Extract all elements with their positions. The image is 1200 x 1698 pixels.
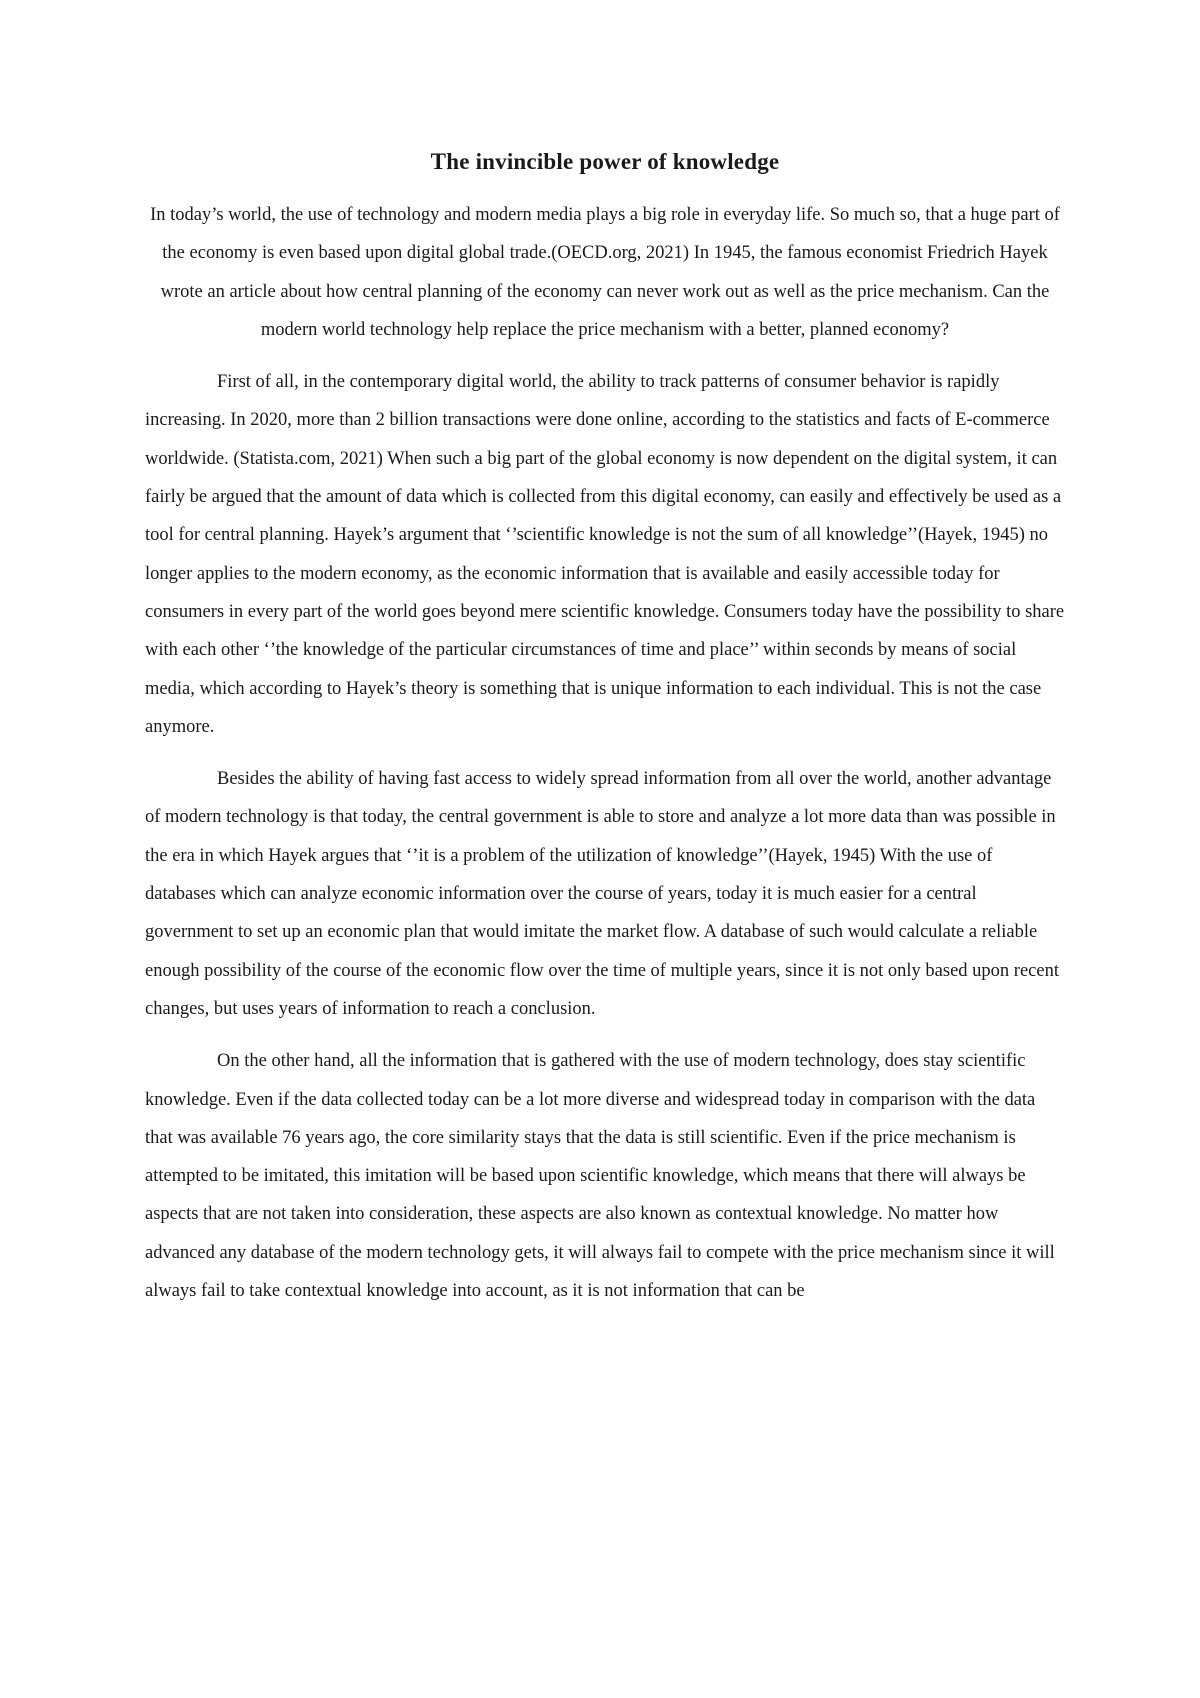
body-paragraph-2: Besides the ability of having fast access to widely spread information from all over the world, another advantage of modern technology is that today, the central government is able to store and analyze a lot more data than was possible in the era in which Hayek argues that ‘’it is a problem of the utilization of knowledge’’(Hayek, 1945) With the use of databases which can analyze economic information over the course of years, today it is much easier for a central government to set up an economic plan that would imitate the market flow. A database of such would calculate a reliable enough possibility of the course of the economic flow over the time of multiple years, since it is not only based upon recent changes, but uses years of information to reach a conclusion.: [145, 769, 1059, 1019]
document-body: [145, 142, 1065, 1324]
body-paragraph-1: First of all, in the contemporary digital world, the ability to track patterns of consumer behavior is rapidly increasing. In 2020, more than 2 billion transactions were done online, according to the statistics and facts of E-commerce worldwide. (Statista.com, 2021) When such a big part of the global economy is now dependent on the digital system, it can fairly be argued that the amount of data which is collected from this digital economy, can easily and effectively be used as a tool for central planning. Hayek’s argument that ‘’scientific knowledge is not the sum of all knowledge’’(Hayek, 1945) no longer applies to the modern economy, as the economic information that is available and easily accessible today for consumers in every part of the world goes beyond mere scientific knowledge. Consumers today have the possibility to share with each other ‘’the knowledge of the particular circumstances of time and place’’ within seconds by means of social media, which according to Hayek’s theory is something that is unique information to each individual. This is not the case anymore.: [145, 372, 1065, 737]
document-title: The invincible power of knowledge: [430, 149, 780, 174]
body-paragraph-3: On the other hand, all the information that is gathered with the use of modern technology, does stay scientific knowledge. Even if the data collected today can be a lot more diverse and widespread today in comparison with the data that was available 76 years ago, the core similarity stays that the data is still scientific. Even if the price mechanism is attempted to be imitated, this imitation will be based upon scientific knowledge, which means that there will always be aspects that are not taken into consideration, these aspects are also known as contextual knowledge. No matter how advanced any database of the modern technology gets, it will always fail to compete with the price mechanism since it will always fail to take contextual knowledge into account, as it is not information that can be: [145, 1051, 1055, 1302]
intro-paragraph: In today’s world, the use of technology and modern media plays a big role in everyday life. So much so, that a huge part of the economy is even based upon digital global trade.(OECD.org, 2021) In 1945, the famous economist Friedrich Hayek wrote an article about how central planning of the economy can never work out as well as the price mechanism. Can the modern world technology help replace the price mechanism with a better, planned economy?: [150, 205, 1060, 340]
